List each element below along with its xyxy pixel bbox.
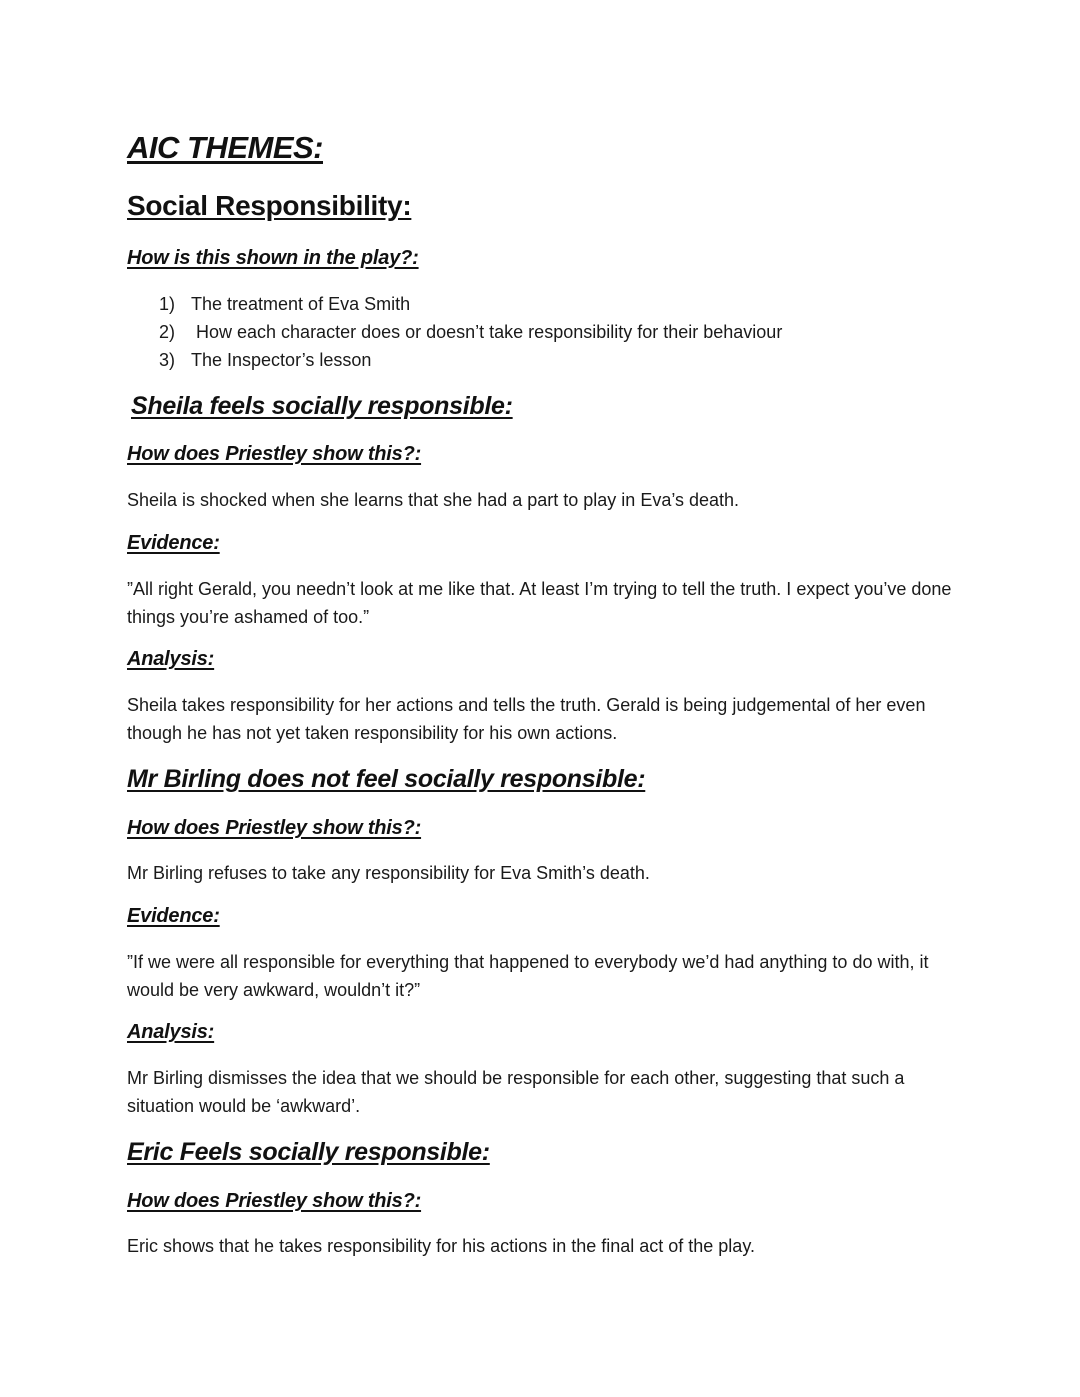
theme-list [159,290,782,374]
birling-evidence-text: ”If we were all responsible for everything that happened to everybody we’d had anything to do with, it would be very awkward, wouldn’t it?” [127,952,929,1000]
birling-analysis-label: Analysis: [127,1021,215,1043]
section-heading: Social Responsibility: [127,190,412,221]
eric-heading: Eric Feels socially responsible: [127,1138,490,1166]
birling-how-label: How does Priestley show this?: [127,817,422,839]
birling-how-text: Mr Birling refuses to take any responsibility for Eva Smith’s death. [127,863,650,883]
birling-analysis-text: Mr Birling dismisses the idea that we should be responsible for each other, suggesting that such a situation would be ‘awkward’. [127,1068,905,1116]
sheila-how-text: Sheila is shocked when she learns that she had a part to play in Eva’s death. [127,490,740,510]
sheila-analysis-text: Sheila takes responsibility for her actions and tells the truth. Gerald is being judgemental of her even though he has not yet taken responsibility for his own actions. [127,695,926,743]
birling-evidence-label: Evidence: [127,905,220,927]
list-item: 3) The Inspector’s lesson [159,350,372,370]
sheila-how-label: How does Priestley show this?: [127,443,422,465]
intro-question: How is this shown in the play?: [127,247,419,269]
list-item: 2) How each character does or doesn’t take responsibility for their behaviour [159,322,783,342]
list-item: 1) The treatment of Eva Smith [159,294,411,314]
birling-heading: Mr Birling does not feel socially responsible: [127,765,646,793]
sheila-evidence-label: Evidence: [127,532,220,554]
sheila-heading: Sheila feels socially responsible: [131,392,513,420]
eric-how-label: How does Priestley show this?: [127,1190,422,1212]
eric-how-text: Eric shows that he takes responsibility for his actions in the final act of the play. [127,1236,755,1256]
sheila-evidence-text: ”All right Gerald, you needn’t look at me like that. At least I’m trying to tell the truth. I expect you’ve done things you’re ashamed of too.” [127,579,952,627]
sheila-analysis-label: Analysis: [127,648,215,670]
page-title: AIC THEMES: [127,130,323,165]
